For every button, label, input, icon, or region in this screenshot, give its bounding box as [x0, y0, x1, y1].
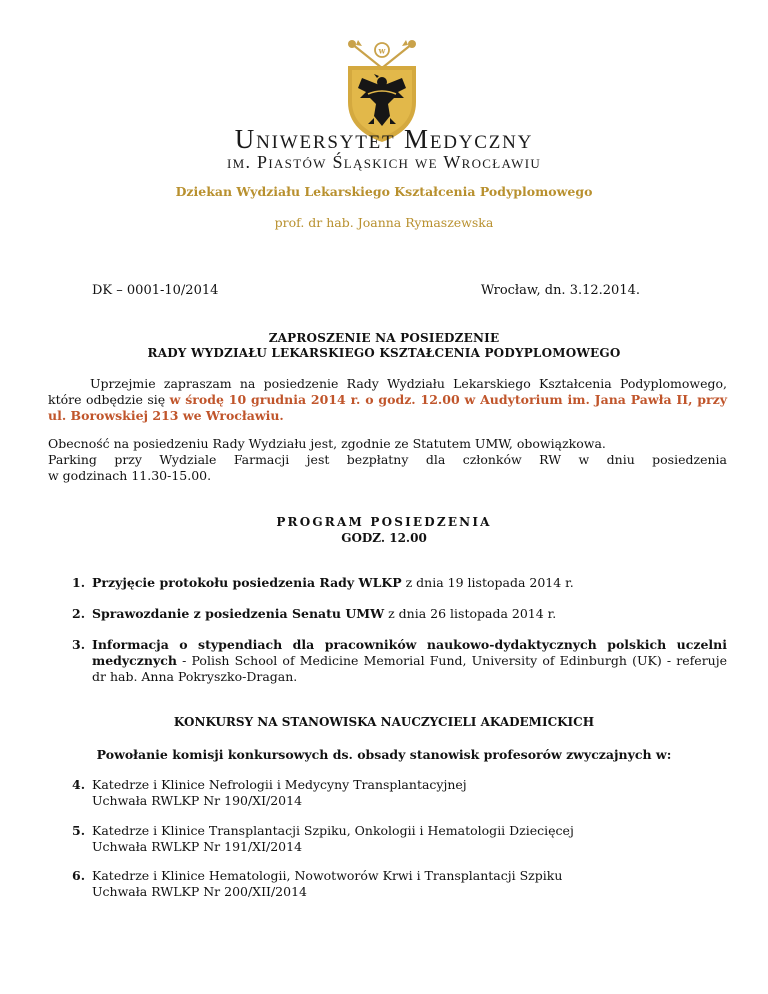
university-subtitle: im. Piastów Śląskich we Wrocławiu [226, 152, 542, 172]
invitation-title: ZAPROSZENIE NA POSIEDZENIE [268, 331, 500, 345]
parking-word: jest [306, 452, 330, 467]
agenda-item [72, 777, 727, 809]
parking-word: posiedzenia [652, 452, 727, 467]
competitions-title: KONKURSY NA STANOWISKA NAUCZYCIELI AKADEMICKICH [173, 715, 595, 729]
parking-word: dla [425, 452, 446, 467]
meeting-date-location: w środę 10 grudnia 2014 r. o godz. 12.00 w Audytorium im. Jana Pawła II, przy ul. Borowskiej 213 we Wrocławiu. [48, 391, 727, 423]
agenda-item-number: 6. [72, 868, 86, 883]
department-name: Katedrze i Klinice Transplantacji Szpiku, Onkologii i Hematologii Dziecięcej [92, 823, 574, 838]
dean-name: prof. dr hab. Joanna Rymaszewska [274, 215, 494, 230]
agenda-item-text: - Polish School of Medicine Memorial Fund, University of Edinburgh (UK) - referuje dr hab. Anna Pokryszko-Dragan. [92, 652, 727, 684]
parking-word: przy [114, 452, 142, 467]
program-title: PROGRAM POSIEDZENIA [276, 515, 492, 529]
agenda-item-number: 3. [72, 637, 86, 652]
department-name: Katedrze i Klinice Hematologii, Nowotworów Krwi i Transplantacji Szpiku [92, 868, 563, 883]
agenda-item [72, 868, 727, 900]
parking-word: dniu [606, 452, 635, 467]
document-reference: DK – 0001-10/2014 [92, 283, 219, 298]
parking-word: Farmacji [233, 452, 290, 467]
svg-text:w: w [378, 45, 386, 56]
agenda-item [72, 606, 727, 622]
program-time: GODZ. 12.00 [341, 531, 427, 545]
invitation-text: Uprzejmie zapraszam na posiedzenie Rady Wydziału Lekarskiego Kształcenia Podyplomowego, które odbędzie się [48, 376, 727, 407]
university-name: Uniwersytet Medyczny [234, 124, 534, 154]
parking-word: członków [462, 452, 522, 467]
parking-word: w [578, 452, 590, 467]
parking-hours: w godzinach 11.30-15.00. [48, 468, 212, 483]
agenda-item-number: 2. [72, 606, 86, 621]
agenda-item-number: 5. [72, 823, 86, 838]
agenda-item-number: 1. [72, 575, 86, 590]
council-title: RADY WYDZIAŁU LEKARSKIEGO KSZTAŁCENIA PODYPLOMOWEGO [147, 346, 621, 360]
parking-word: Wydziale [159, 452, 217, 467]
dean-office-line: Dziekan Wydziału Lekarskiego Kształcenia Podyplomowego [175, 184, 593, 199]
resolution-number: Uchwała RWLKP Nr 191/XI/2014 [92, 838, 303, 854]
resolution-number: Uchwała RWLKP Nr 200/XII/2014 [92, 883, 307, 899]
place-date: Wrocław, dn. 3.12.2014. [480, 283, 640, 298]
parking-word: Parking [48, 452, 97, 467]
agenda-item-text: z dnia 26 listopada 2014 r. [384, 606, 557, 621]
parking-note [48, 452, 727, 467]
agenda-item [72, 823, 727, 855]
agenda-item-number: 4. [72, 777, 86, 792]
agenda-item-title: Przyjęcie protokołu posiedzenia Rady WLKP [92, 575, 402, 590]
competitions-subtitle: Powołanie komisji konkursowych ds. obsady stanowisk profesorów zwyczajnych w: [96, 747, 672, 762]
agenda-item-text: z dnia 19 listopada 2014 r. [401, 575, 574, 590]
agenda-item [72, 575, 727, 591]
agenda-item-title: Informacja o stypendiach dla pracowników naukowo-dydaktycznych polskich uczelni medycznych [92, 637, 727, 668]
parking-word: bezpłatny [346, 452, 409, 467]
resolution-number: Uchwała RWLKP Nr 190/XI/2014 [92, 792, 303, 808]
invitation-paragraph [48, 376, 727, 423]
parking-word: RW [539, 452, 562, 467]
agenda-item [72, 637, 727, 684]
agenda-item-title: Sprawozdanie z posiedzenia Senatu UMW [92, 606, 385, 621]
attendance-note: Obecność na posiedzeniu Rady Wydziału jest, zgodnie ze Statutem UMW, obowiązkowa. [48, 436, 606, 451]
department-name: Katedrze i Klinice Nefrologii i Medycyny Transplantacyjnej [92, 777, 467, 792]
